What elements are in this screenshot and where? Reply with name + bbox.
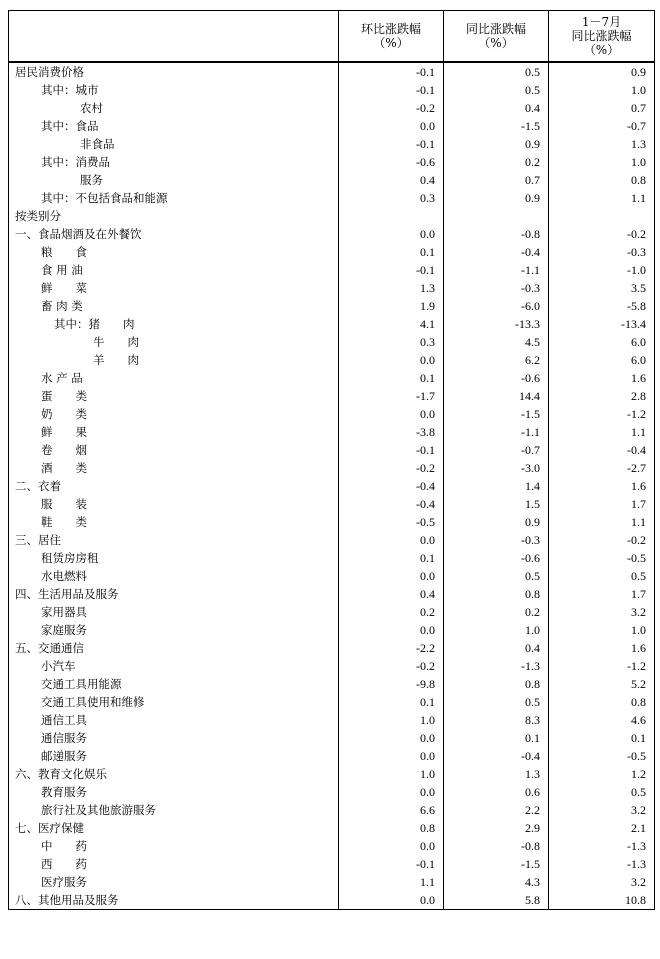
row-yoy-value: -13.3	[444, 315, 549, 333]
row-ytd-value: 0.8	[549, 693, 655, 711]
header-yoy	[444, 11, 549, 63]
table-row	[9, 495, 655, 513]
row-label: 通信工具	[9, 711, 339, 729]
table-row	[9, 279, 655, 297]
row-label: 鲜 果	[9, 423, 339, 441]
row-yoy-value: 5.8	[444, 891, 549, 910]
row-ytd-value: 4.6	[549, 711, 655, 729]
cpi-table	[8, 10, 655, 910]
row-yoy-value: 0.5	[444, 693, 549, 711]
row-label: 鲜 菜	[9, 279, 339, 297]
table-row	[9, 189, 655, 207]
row-label: 畜 肉 类	[9, 297, 339, 315]
row-yoy-value: 0.5	[444, 62, 549, 81]
row-ytd-value: -0.4	[549, 441, 655, 459]
row-ytd-value: -0.7	[549, 117, 655, 135]
header-ytd-unit: （%）	[583, 43, 620, 57]
table-row	[9, 351, 655, 369]
table-row	[9, 477, 655, 495]
table-row	[9, 819, 655, 837]
row-yoy-value: 0.2	[444, 603, 549, 621]
table-row	[9, 171, 655, 189]
row-label: 五、交通通信	[9, 639, 339, 657]
row-mom-value: -9.8	[339, 675, 444, 693]
row-label: 其中：消费品	[9, 153, 339, 171]
row-mom-value: 0.1	[339, 369, 444, 387]
row-yoy-value: -0.3	[444, 279, 549, 297]
row-ytd-value: 1.7	[549, 585, 655, 603]
table-row	[9, 225, 655, 243]
row-ytd-value: 5.2	[549, 675, 655, 693]
row-ytd-value: -1.3	[549, 837, 655, 855]
row-label: 其中：猪 肉	[9, 315, 339, 333]
row-label: 其中：城市	[9, 81, 339, 99]
row-mom-value: 0.0	[339, 351, 444, 369]
row-label: 邮递服务	[9, 747, 339, 765]
row-ytd-value: 0.5	[549, 783, 655, 801]
row-yoy-value: -1.5	[444, 405, 549, 423]
table-row	[9, 81, 655, 99]
row-mom-value: -2.2	[339, 639, 444, 657]
header-mom-title: 环比涨跌幅	[360, 22, 421, 36]
table-row	[9, 675, 655, 693]
row-label: 奶 类	[9, 405, 339, 423]
row-label: 一、食品烟酒及在外餐饮	[9, 225, 339, 243]
row-mom-value: -0.1	[339, 135, 444, 153]
row-ytd-value: 0.8	[549, 171, 655, 189]
row-yoy-value: 2.9	[444, 819, 549, 837]
table-row	[9, 423, 655, 441]
row-mom-value: 4.1	[339, 315, 444, 333]
row-yoy-value: -0.4	[444, 747, 549, 765]
row-label: 七、医疗保健	[9, 819, 339, 837]
row-yoy-value: 0.9	[444, 189, 549, 207]
row-yoy-value: 1.0	[444, 621, 549, 639]
row-yoy-value: 6.2	[444, 351, 549, 369]
row-label: 家庭服务	[9, 621, 339, 639]
row-mom-value: 0.0	[339, 567, 444, 585]
row-ytd-value: 2.1	[549, 819, 655, 837]
header-mom	[339, 11, 444, 63]
row-label: 其中：不包括食品和能源	[9, 189, 339, 207]
table-row	[9, 585, 655, 603]
table-row	[9, 387, 655, 405]
table-row	[9, 693, 655, 711]
row-mom-value: 0.0	[339, 747, 444, 765]
row-label: 其中：食品	[9, 117, 339, 135]
row-label: 小汽车	[9, 657, 339, 675]
row-yoy-value: -1.1	[444, 423, 549, 441]
row-mom-value: 0.1	[339, 243, 444, 261]
table-row	[9, 549, 655, 567]
row-mom-value: 0.2	[339, 603, 444, 621]
row-ytd-value: -0.5	[549, 747, 655, 765]
row-ytd-value: 0.1	[549, 729, 655, 747]
row-yoy-value: 0.4	[444, 639, 549, 657]
table-row	[9, 513, 655, 531]
row-mom-value: 0.8	[339, 819, 444, 837]
row-ytd-value: 0.7	[549, 99, 655, 117]
row-yoy-value: 0.1	[444, 729, 549, 747]
row-label: 西 药	[9, 855, 339, 873]
row-yoy-value: 0.9	[444, 135, 549, 153]
table-row	[9, 99, 655, 117]
table-row	[9, 315, 655, 333]
row-mom-value: 0.4	[339, 171, 444, 189]
row-yoy-value: 4.3	[444, 873, 549, 891]
table-row	[9, 873, 655, 891]
row-yoy-value: 0.6	[444, 783, 549, 801]
row-ytd-value: 1.7	[549, 495, 655, 513]
header-yoy-title: 同比涨跌幅	[465, 22, 526, 36]
row-ytd-value: 1.1	[549, 513, 655, 531]
row-yoy-value: -0.8	[444, 225, 549, 243]
row-yoy-value: 0.7	[444, 171, 549, 189]
row-mom-value: 6.6	[339, 801, 444, 819]
row-ytd-value: -1.0	[549, 261, 655, 279]
row-ytd-value: -5.8	[549, 297, 655, 315]
row-yoy-value: -3.0	[444, 459, 549, 477]
row-ytd-value: 1.0	[549, 81, 655, 99]
table-row	[9, 153, 655, 171]
table-row	[9, 243, 655, 261]
row-mom-value: -1.7	[339, 387, 444, 405]
row-label: 通信服务	[9, 729, 339, 747]
row-yoy-value: 0.5	[444, 81, 549, 99]
row-yoy-value: -0.3	[444, 531, 549, 549]
row-mom-value: 0.0	[339, 531, 444, 549]
row-ytd-value: 1.0	[549, 621, 655, 639]
row-mom-value: -0.6	[339, 153, 444, 171]
row-yoy-value: 4.5	[444, 333, 549, 351]
row-label: 四、生活用品及服务	[9, 585, 339, 603]
row-ytd-value: 3.2	[549, 801, 655, 819]
row-label: 教育服务	[9, 783, 339, 801]
table-row	[9, 639, 655, 657]
row-ytd-value: -1.2	[549, 405, 655, 423]
table-row	[9, 747, 655, 765]
table-row	[9, 711, 655, 729]
table-row	[9, 62, 655, 81]
row-yoy-value: 0.9	[444, 513, 549, 531]
row-label: 按类别分	[9, 207, 339, 225]
row-label: 牛 肉	[9, 333, 339, 351]
table-row	[9, 117, 655, 135]
row-mom-value: 0.0	[339, 405, 444, 423]
table-row	[9, 801, 655, 819]
row-ytd-value: 6.0	[549, 333, 655, 351]
row-yoy-value: 2.2	[444, 801, 549, 819]
table-row	[9, 765, 655, 783]
row-label: 租赁房房租	[9, 549, 339, 567]
row-yoy-value: -0.8	[444, 837, 549, 855]
row-ytd-value: -0.3	[549, 243, 655, 261]
row-ytd-value: 0.5	[549, 567, 655, 585]
row-ytd-value: 1.1	[549, 189, 655, 207]
row-ytd-value: 2.8	[549, 387, 655, 405]
row-label: 农村	[9, 99, 339, 117]
row-mom-value: 0.1	[339, 549, 444, 567]
header-item-column	[9, 11, 339, 63]
header-yoy-unit: （%）	[478, 36, 514, 50]
table-row	[9, 405, 655, 423]
header-ytd	[549, 11, 655, 63]
table-row	[9, 891, 655, 910]
row-label: 交通工具使用和维修	[9, 693, 339, 711]
row-ytd-value: 3.2	[549, 603, 655, 621]
row-mom-value: -0.1	[339, 81, 444, 99]
table-row	[9, 729, 655, 747]
table-row	[9, 333, 655, 351]
row-mom-value: 0.0	[339, 891, 444, 910]
row-mom-value: -0.4	[339, 477, 444, 495]
header-ytd-title: 同比涨跌幅	[571, 29, 632, 43]
row-label: 食 用 油	[9, 261, 339, 279]
row-mom-value: -0.1	[339, 441, 444, 459]
table-row	[9, 135, 655, 153]
row-mom-value: -0.2	[339, 99, 444, 117]
row-mom-value: 0.0	[339, 729, 444, 747]
row-ytd-value: 10.8	[549, 891, 655, 910]
row-yoy-value: 0.5	[444, 567, 549, 585]
row-mom-value: -0.4	[339, 495, 444, 513]
row-mom-value: -0.1	[339, 62, 444, 81]
row-mom-value: 1.1	[339, 873, 444, 891]
row-ytd-value: -0.5	[549, 549, 655, 567]
row-ytd-value: -1.3	[549, 855, 655, 873]
row-label: 羊 肉	[9, 351, 339, 369]
row-label: 中 药	[9, 837, 339, 855]
table-row	[9, 603, 655, 621]
table-row	[9, 657, 655, 675]
row-yoy-value: 1.4	[444, 477, 549, 495]
row-ytd-value: 1.0	[549, 153, 655, 171]
row-ytd-value: 1.3	[549, 135, 655, 153]
row-ytd-value: 1.1	[549, 423, 655, 441]
row-yoy-value: 0.2	[444, 153, 549, 171]
row-label: 酒 类	[9, 459, 339, 477]
row-ytd-value: -2.7	[549, 459, 655, 477]
row-mom-value: -0.1	[339, 261, 444, 279]
row-mom-value: 0.0	[339, 783, 444, 801]
row-yoy-value: -1.5	[444, 855, 549, 873]
row-yoy-value: 14.4	[444, 387, 549, 405]
table-row	[9, 837, 655, 855]
row-yoy-value: -1.5	[444, 117, 549, 135]
row-mom-value: 0.0	[339, 117, 444, 135]
row-label: 服 装	[9, 495, 339, 513]
row-yoy-value: -1.1	[444, 261, 549, 279]
row-yoy-value: -1.3	[444, 657, 549, 675]
table-row	[9, 207, 655, 225]
row-label: 医疗服务	[9, 873, 339, 891]
row-yoy-value: 1.5	[444, 495, 549, 513]
row-yoy-value: -0.6	[444, 369, 549, 387]
table-row	[9, 621, 655, 639]
row-mom-value: 0.4	[339, 585, 444, 603]
row-label: 粮 食	[9, 243, 339, 261]
row-label: 卷 烟	[9, 441, 339, 459]
header-mom-unit: （%）	[373, 36, 409, 50]
row-mom-value: -3.8	[339, 423, 444, 441]
row-label: 蛋 类	[9, 387, 339, 405]
row-ytd-value: 6.0	[549, 351, 655, 369]
table-row	[9, 459, 655, 477]
row-yoy-value: -0.4	[444, 243, 549, 261]
table-row	[9, 441, 655, 459]
row-yoy-value	[444, 207, 549, 225]
row-label: 八、其他用品及服务	[9, 891, 339, 910]
row-mom-value: 1.0	[339, 765, 444, 783]
header-ytd-period: 1－7月	[581, 15, 622, 29]
row-ytd-value: -13.4	[549, 315, 655, 333]
row-yoy-value: -0.6	[444, 549, 549, 567]
table-header-row	[9, 11, 655, 63]
row-label: 非食品	[9, 135, 339, 153]
row-mom-value: -0.5	[339, 513, 444, 531]
row-mom-value: -0.2	[339, 459, 444, 477]
row-label: 家用器具	[9, 603, 339, 621]
row-yoy-value: -6.0	[444, 297, 549, 315]
row-ytd-value	[549, 207, 655, 225]
row-yoy-value: 0.8	[444, 585, 549, 603]
row-ytd-value: 1.6	[549, 639, 655, 657]
row-yoy-value: 0.4	[444, 99, 549, 117]
table-row	[9, 855, 655, 873]
row-mom-value	[339, 207, 444, 225]
row-yoy-value: -0.7	[444, 441, 549, 459]
table-row	[9, 261, 655, 279]
row-mom-value: 0.3	[339, 333, 444, 351]
row-label: 鞋 类	[9, 513, 339, 531]
row-mom-value: -0.1	[339, 855, 444, 873]
row-label: 水 产 品	[9, 369, 339, 387]
row-label: 服务	[9, 171, 339, 189]
row-ytd-value: 1.6	[549, 477, 655, 495]
row-label: 居民消费价格	[9, 62, 339, 81]
row-ytd-value: -0.2	[549, 531, 655, 549]
row-label: 二、衣着	[9, 477, 339, 495]
row-mom-value: 0.3	[339, 189, 444, 207]
row-mom-value: 0.0	[339, 225, 444, 243]
row-label: 水电燃料	[9, 567, 339, 585]
row-label: 交通工具用能源	[9, 675, 339, 693]
row-yoy-value: 0.8	[444, 675, 549, 693]
row-ytd-value: 3.2	[549, 873, 655, 891]
table-row	[9, 297, 655, 315]
row-ytd-value: 1.2	[549, 765, 655, 783]
row-mom-value: 1.9	[339, 297, 444, 315]
row-label: 旅行社及其他旅游服务	[9, 801, 339, 819]
row-ytd-value: 0.9	[549, 62, 655, 81]
row-mom-value: 0.0	[339, 837, 444, 855]
row-ytd-value: -1.2	[549, 657, 655, 675]
row-ytd-value: -0.2	[549, 225, 655, 243]
row-label: 六、教育文化娱乐	[9, 765, 339, 783]
row-mom-value: -0.2	[339, 657, 444, 675]
table-row	[9, 531, 655, 549]
row-mom-value: 0.0	[339, 621, 444, 639]
table-row	[9, 783, 655, 801]
row-mom-value: 0.1	[339, 693, 444, 711]
row-mom-value: 1.0	[339, 711, 444, 729]
row-mom-value: 1.3	[339, 279, 444, 297]
row-label: 三、居住	[9, 531, 339, 549]
row-yoy-value: 8.3	[444, 711, 549, 729]
row-yoy-value: 1.3	[444, 765, 549, 783]
row-ytd-value: 3.5	[549, 279, 655, 297]
row-ytd-value: 1.6	[549, 369, 655, 387]
table-row	[9, 567, 655, 585]
table-row	[9, 369, 655, 387]
